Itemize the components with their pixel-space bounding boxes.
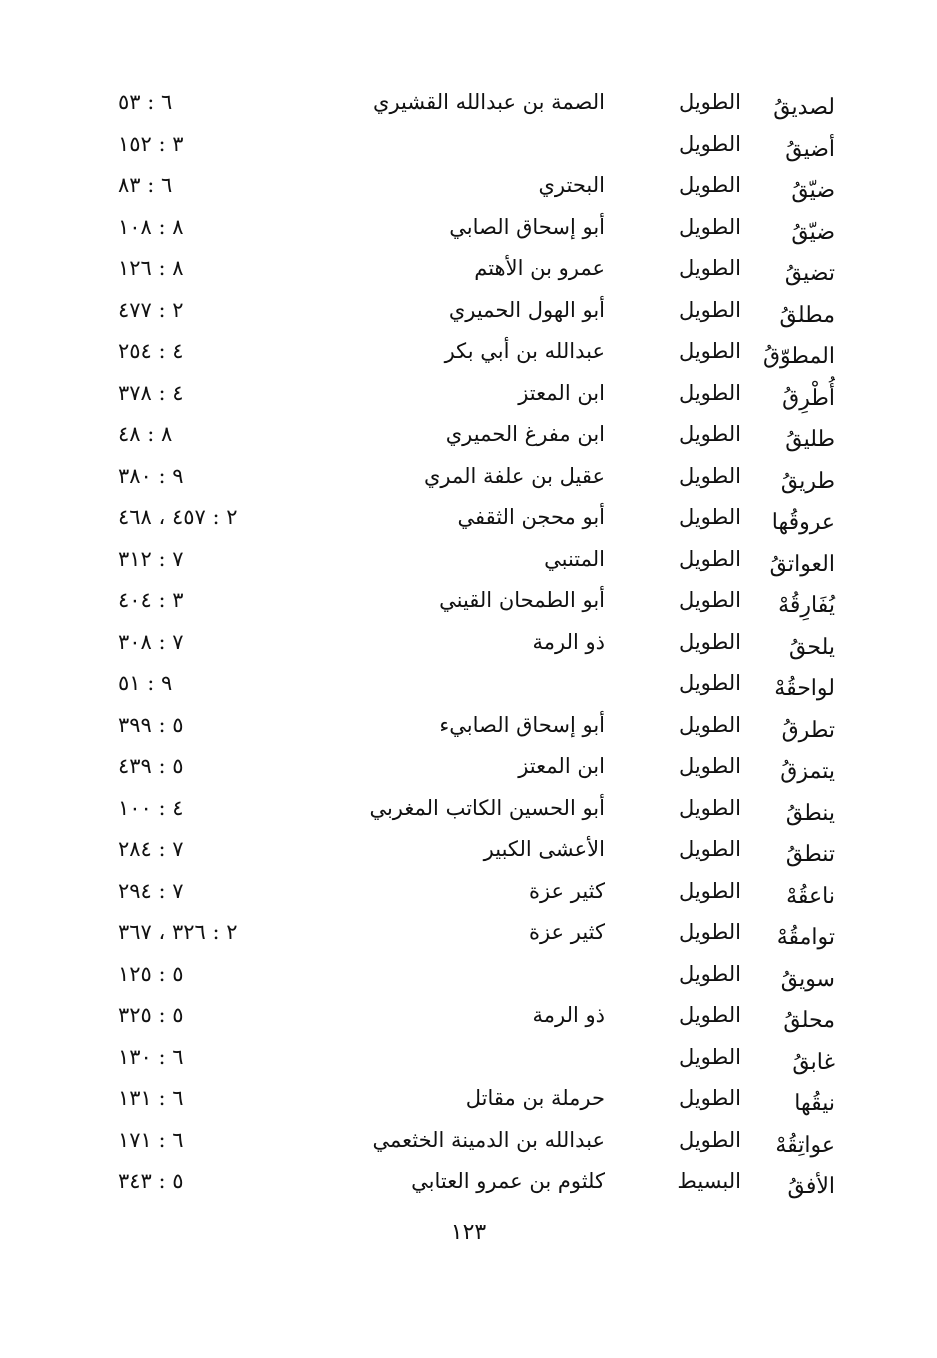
meter: الطويل xyxy=(678,90,741,114)
rhyme-word: غابقُ xyxy=(792,1049,835,1075)
table-row xyxy=(0,329,937,371)
volume-page-ref: ٨ : ٤٨ xyxy=(118,422,173,446)
meter: الطويل xyxy=(678,505,741,529)
table-row xyxy=(0,703,937,745)
meter: الطويل xyxy=(678,837,741,861)
poet-name: ابن المعتز xyxy=(518,380,605,405)
poet-name: البحتري xyxy=(538,173,605,197)
table-row xyxy=(0,661,937,703)
meter: الطويل xyxy=(678,463,741,488)
poet-name: أبو محجن الثقفي xyxy=(457,505,605,529)
meter: الطويل xyxy=(678,1127,741,1152)
poet-name: أبو الهول الحميري xyxy=(448,297,605,322)
rhyme-word: ضيّقُ xyxy=(791,219,835,245)
meter: الطويل xyxy=(678,712,741,737)
volume-page-ref: ٦ : ١٣١ xyxy=(118,1086,184,1110)
poet-name: أبو إسحاق الصابيء xyxy=(439,712,605,737)
meter: الطويل xyxy=(678,422,741,446)
poet-name: أبو الطمحان القيني xyxy=(439,588,605,612)
volume-page-ref: ٢ : ٤٥٧ ، ٤٦٨ xyxy=(118,505,238,529)
meter: الطويل xyxy=(678,795,741,820)
volume-page-ref: ٨ : ١٠٨ xyxy=(118,214,184,239)
volume-page-ref: ٦ : ٥٣ xyxy=(118,90,173,114)
rhyme-word: لواحقُهْ xyxy=(774,676,835,701)
rhyme-word: الأفقُ xyxy=(787,1174,835,1199)
poet-name: ذو الرمة xyxy=(532,629,605,654)
meter: الطويل xyxy=(678,256,741,280)
volume-page-ref: ٧ : ٣٠٨ xyxy=(118,629,184,654)
volume-page-ref: ٧ : ٣١٢ xyxy=(118,546,184,571)
rhyme-word: يتمزقُ xyxy=(780,759,835,784)
volume-page-ref: ٢ : ٣٢٦ ، ٣٦٧ xyxy=(118,920,238,944)
meter: الطويل xyxy=(678,629,741,654)
table-row xyxy=(0,80,937,122)
table-row xyxy=(0,205,937,247)
rhyme-word: ناعقُهْ xyxy=(786,883,835,909)
poet-name: عقيل بن علفة المري xyxy=(423,463,605,488)
table-row xyxy=(0,993,937,1035)
poet-name: عمرو بن الأهتم xyxy=(474,256,605,280)
meter: الطويل xyxy=(678,380,741,405)
rhyme-word: يلحقُ xyxy=(789,634,835,660)
page-number: ١٢٣ xyxy=(450,1220,487,1245)
rhyme-word: أُطْرِقُ xyxy=(782,385,835,411)
rhyme-word: ينطقُ xyxy=(785,800,835,826)
table-row xyxy=(0,1159,937,1201)
poet-name: حرملة بن مقاتل xyxy=(465,1086,605,1110)
rhyme-word: تطرقُ xyxy=(781,717,835,743)
rhyme-word: المطوّقُ xyxy=(762,344,835,369)
meter: الطويل xyxy=(678,131,741,156)
poet-name: أبو إسحاق الصابي xyxy=(449,214,605,239)
meter: الطويل xyxy=(678,754,741,778)
volume-page-ref: ٥ : ٣٢٥ xyxy=(118,1003,184,1027)
volume-page-ref: ٥ : ٣٩٩ xyxy=(118,712,184,737)
poet-name: أبو الحسين الكاتب المغربي xyxy=(369,795,605,820)
meter: الطويل xyxy=(678,214,741,239)
volume-page-ref: ٥ : ٣٤٣ xyxy=(118,1169,184,1193)
table-row xyxy=(0,454,937,496)
rhyme-word: ضيّقُ xyxy=(791,178,835,203)
poet-name: عبدالله بن أبي بكر xyxy=(444,339,605,363)
rhyme-word: تضيقُ xyxy=(784,261,835,286)
rhyme-word: لصديقُ xyxy=(773,95,835,120)
meter: الطويل xyxy=(678,671,741,695)
volume-page-ref: ٤ : ١٠٠ xyxy=(118,795,184,820)
volume-page-ref: ٢ : ٤٧٧ xyxy=(118,297,184,322)
table-row xyxy=(0,620,937,662)
table-row xyxy=(0,786,937,828)
meter: الطويل xyxy=(678,546,741,571)
rhyme-word: نيقُها xyxy=(794,1091,835,1116)
volume-page-ref: ٦ : ٨٣ xyxy=(118,173,173,197)
volume-page-ref: ٥ : ٤٣٩ xyxy=(118,754,184,778)
table-row xyxy=(0,578,937,620)
rhyme-word: تنطقُ xyxy=(785,842,835,867)
volume-page-ref: ٤ : ٢٥٤ xyxy=(118,339,184,363)
poet-name: كثير عزة xyxy=(528,878,605,903)
table-row xyxy=(0,412,937,454)
table-row xyxy=(0,910,937,952)
table-row xyxy=(0,495,937,537)
poet-name: ابن مفرغ الحميري xyxy=(445,422,605,446)
volume-page-ref: ٦ : ١٧١ xyxy=(118,1127,184,1152)
rhyme-word: سويقُ xyxy=(780,966,835,992)
poet-name: ابن المعتز xyxy=(518,754,605,778)
table-row xyxy=(0,288,937,330)
rhyme-word: أضيقُ xyxy=(785,136,835,162)
meter: الطويل xyxy=(678,1086,741,1110)
meter: الطويل xyxy=(678,588,741,612)
volume-page-ref: ٩ : ٣٨٠ xyxy=(118,463,184,488)
volume-page-ref: ٥ : ١٢٥ xyxy=(118,961,184,986)
volume-page-ref: ٧ : ٢٨٤ xyxy=(118,837,184,861)
table-row xyxy=(0,1076,937,1118)
meter: الطويل xyxy=(678,173,741,197)
table-row xyxy=(0,1118,937,1160)
volume-page-ref: ٩ : ٥١ xyxy=(118,671,173,695)
volume-page-ref: ٣ : ٤٠٤ xyxy=(118,588,184,612)
meter: الطويل xyxy=(678,297,741,322)
table-row xyxy=(0,744,937,786)
rhyme-word: طريقُ xyxy=(780,468,835,494)
rhyme-word: العواتقُ xyxy=(769,551,835,577)
poet-name: عبدالله بن الدمينة الخثعمي xyxy=(372,1127,605,1152)
volume-page-ref: ٦ : ١٣٠ xyxy=(118,1044,184,1069)
meter: الطويل xyxy=(678,878,741,903)
table-row xyxy=(0,122,937,164)
rhyme-word: مطلقُ xyxy=(779,302,835,328)
table-row xyxy=(0,537,937,579)
poet-name: الصمة بن عبدالله القشيري xyxy=(373,90,605,114)
rhyme-word: طليقُ xyxy=(785,427,835,452)
rhyme-word: محلقُ xyxy=(783,1008,835,1033)
table-row xyxy=(0,1035,937,1077)
poet-name: كلثوم بن عمرو العتابي xyxy=(411,1169,605,1193)
rhyme-word: توامقُهْ xyxy=(776,925,835,950)
rhyme-word: عروقُها xyxy=(771,510,835,535)
rhyme-word: يُفَارِقُهْ xyxy=(778,593,835,618)
volume-page-ref: ٤ : ٣٧٨ xyxy=(118,380,184,405)
meter: البسيط xyxy=(677,1169,741,1193)
table-row xyxy=(0,869,937,911)
table-row xyxy=(0,163,937,205)
rhyme-word: عواتِقُهْ xyxy=(775,1132,835,1158)
table-row xyxy=(0,952,937,994)
meter: الطويل xyxy=(678,1044,741,1069)
meter: الطويل xyxy=(678,339,741,363)
volume-page-ref: ٨ : ١٢٦ xyxy=(118,256,184,280)
meter: الطويل xyxy=(678,920,741,944)
table-row xyxy=(0,371,937,413)
volume-page-ref: ٣ : ١٥٢ xyxy=(118,131,184,156)
meter: الطويل xyxy=(678,961,741,986)
table-row xyxy=(0,827,937,869)
rhyme-index-table xyxy=(0,80,937,1201)
meter: الطويل xyxy=(678,1003,741,1027)
volume-page-ref: ٧ : ٢٩٤ xyxy=(118,878,184,903)
poet-name: المتنبي xyxy=(544,546,605,571)
poet-name: كثير عزة xyxy=(528,920,605,944)
poet-name: الأعشى الكبير xyxy=(483,837,605,861)
poet-name: ذو الرمة xyxy=(532,1003,605,1027)
table-row xyxy=(0,246,937,288)
